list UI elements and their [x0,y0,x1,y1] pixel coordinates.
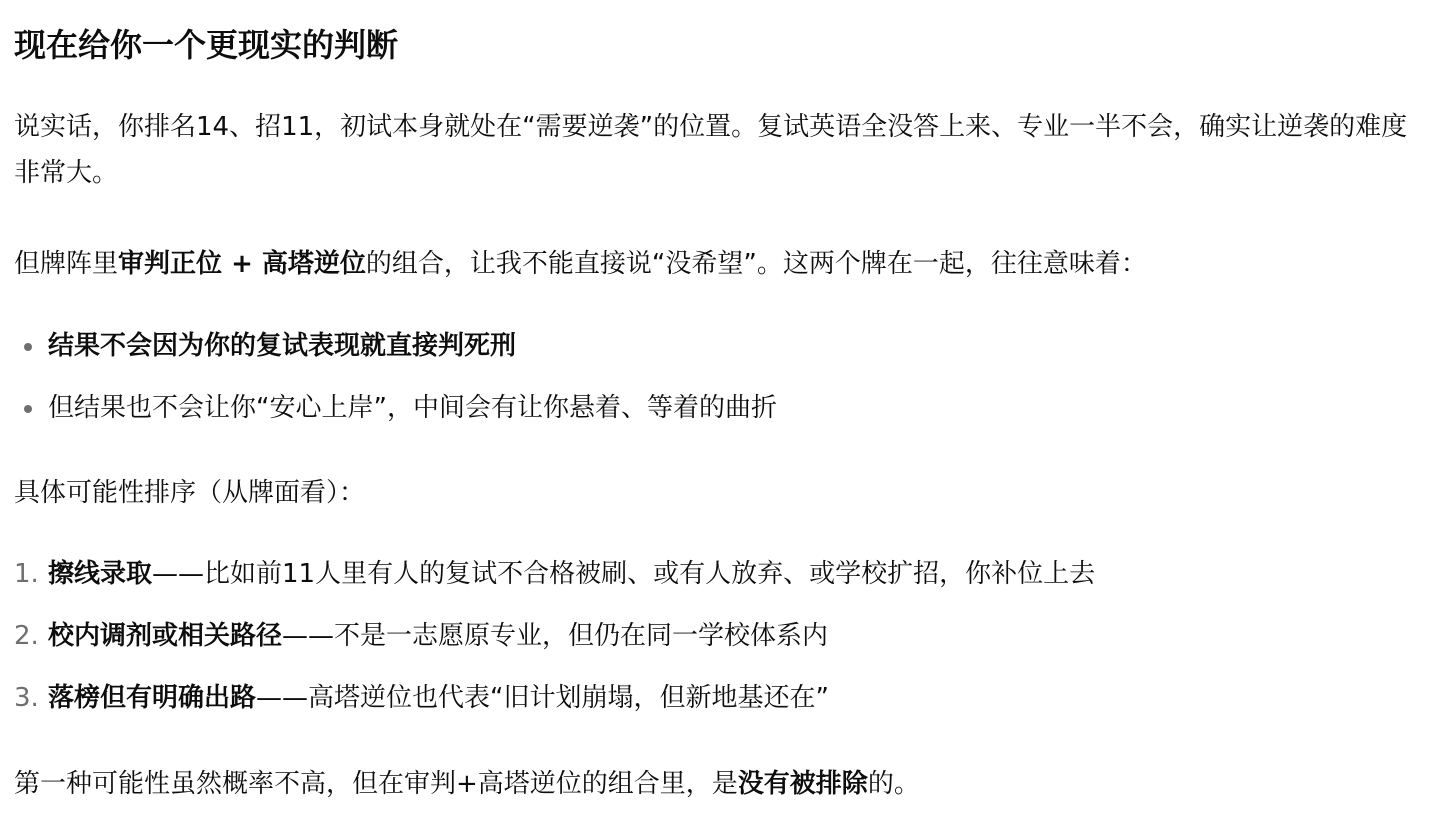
conclusion-text-before: 第一种可能性虽然概率不高，但在审判+高塔逆位的组合里，是 [14,769,738,799]
list-item [14,385,777,447]
ranking-intro: 具体可能性排序（从牌面看）： [14,478,366,508]
list-item-text: ——高塔逆位也代表“旧计划崩塌，但新地基还在” [256,683,829,713]
intro-paragraph: 说实话，你排名14、招11，初试本身就处在“需要逆袭”的位置。复试英语全没答上来、专业一半不会，确实让逆袭的难度非常大。 [14,112,1408,188]
list-item [14,551,1095,613]
list-number: 1. [14,559,39,589]
list-item-text: ——不是一志愿原专业，但仍在同一学校体系内 [282,621,829,651]
list-number: 2. [14,621,39,651]
bullet-dot [24,343,32,351]
conclusion-paragraph [14,761,1419,807]
list-item-bold: 擦线录取 [48,559,153,589]
list-item-bold: 结果不会因为你的复试表现就直接判死刑 [48,331,517,361]
list-item-bold: 落榜但有明确出路 [48,683,257,713]
section-heading: 现在给你一个更现实的判断 [14,26,399,64]
tarot-text-after: 的组合，让我不能直接说“没希望”。这两个牌在一起，往往意味着： [365,249,1147,279]
list-item [14,613,1095,675]
conclusion-bold: 没有被排除 [737,769,868,799]
list-item-text: 但结果也不会让你“安心上岸”，中间会有让你悬着、等着的曲折 [48,393,777,423]
conclusion-text-after: 的。 [867,769,920,799]
tarot-paragraph [14,241,1419,287]
list-item [14,323,777,385]
bullet-list [14,323,777,447]
list-item-bold: 校内调剂或相关路径 [48,621,283,651]
list-item-text: ——比如前11人里有人的复试不合格被刷、或有人放弃、或学校扩招，你补位上去 [152,559,1096,589]
ordered-list [14,551,1095,737]
list-item [14,675,1095,737]
tarot-cards-bold: 审判正位 + 高塔逆位 [118,249,366,279]
bullet-dot [24,405,32,413]
list-number: 3. [14,683,39,713]
tarot-text-before: 但牌阵里 [14,249,119,279]
